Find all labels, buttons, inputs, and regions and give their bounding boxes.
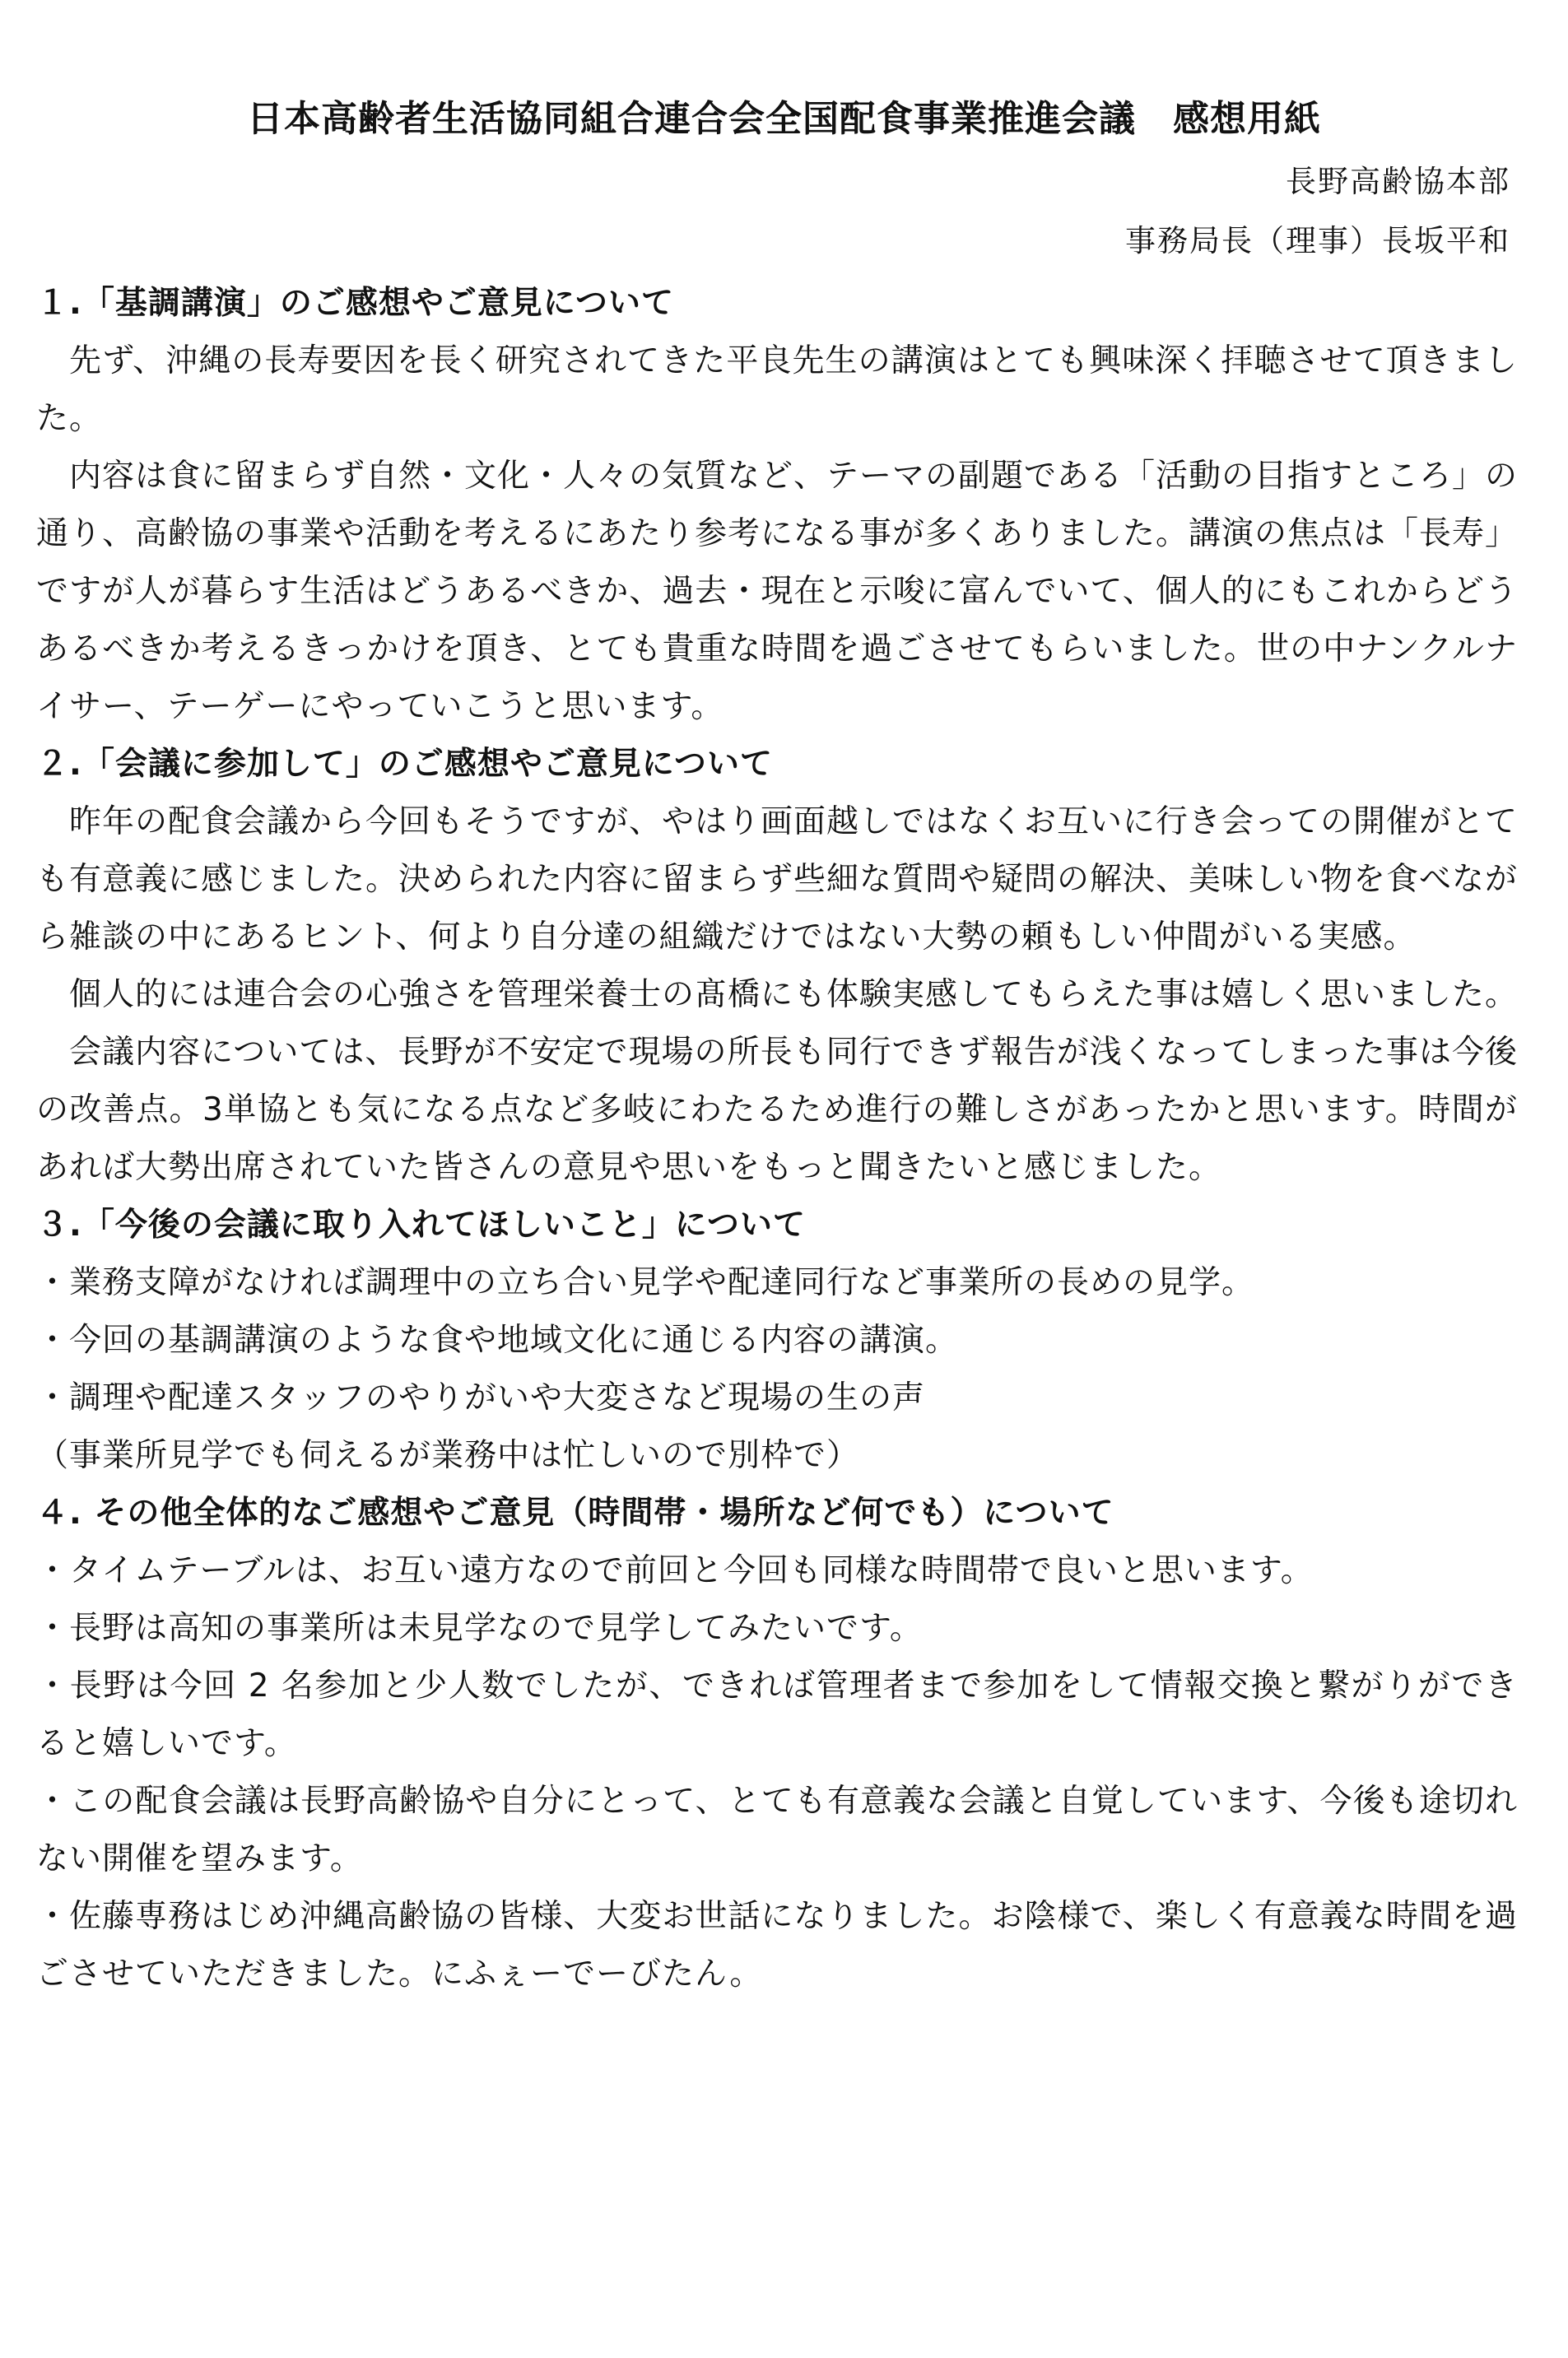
section-2-heading: ２.「会議に参加して」のご感想やご意見について: [36, 746, 774, 783]
section-3-bullet: ・業務支障がなければ調理中の立ち合い見学や配達同行など事業所の長めの見学。: [36, 1264, 1255, 1301]
section-4-bullet: ・この配食会議は長野高齢協や自分にとって、とても有意義な会議と自覚しています、今後も途切れない開催を望みます。: [36, 1783, 1518, 1877]
section-1-paragraph: 内容は食に留まらず自然・文化・人々の気質など、テーマの副題である「活動の目指すところ」の通り、高齢協の事業や活動を考えるにあたり参考になる事が多くありました。講演の焦点は「長寿」ですが人が暮らす生活はどうあるべきか、過去・現在と示唆に富んでいて、個人的にもこれからどうあるべきか考えるきっかけを頂き、とても貴重な時間を過ごさせてもらいました。世の中ナンクルナイサー、テーゲーにやっていこうと思います。: [36, 458, 1519, 725]
section-4-bullet: ・タイムテーブルは、お互い遠方なので前回と今回も同様な時間帯で良いと思います。: [36, 1552, 1314, 1589]
section-4-bullet: ・長野は今回 2 名参加と少人数でしたが、できれば管理者まで参加をして情報交換と繋がりができると嬉しいです。: [36, 1667, 1518, 1762]
document-body: [36, 275, 1518, 2003]
section-2-paragraph: 昨年の配食会議から今回もそうですが、やはり画面越しではなくお互いに行き会っての開催がとても有意義に感じました。決められた内容に留まらず些細な質問や疑問の解決、美味しい物を食べながら雑談の中にあるヒント、何より自分達の組織だけではない大勢の頼もしい仲間がいる実感。: [36, 803, 1519, 956]
author-name: 事務局長（理事）長坂平和: [1125, 223, 1510, 258]
organization-name: 長野高齢協本部: [1286, 164, 1510, 199]
section-1-heading: １.「基調講演」のご感想やご意見について: [36, 285, 675, 322]
section-3-bullet: ・調理や配達スタッフのやりがいや大変さなど現場の生の声: [36, 1379, 926, 1416]
section-3-bullet: ・今回の基調講演のような食や地域文化に通じる内容の講演。: [36, 1322, 959, 1359]
section-4-heading: ４. その他全体的なご感想やご意見（時間帯・場所など何でも）について: [36, 1495, 1114, 1532]
section-4-bullet: ・佐藤専務はじめ沖縄高齢協の皆様、大変お世話になりました。お陰様で、楽しく有意義な時間を過ごさせていただきました。にふぇーでーびたん。: [36, 1898, 1518, 1993]
section-3-heading: ３.「今後の会議に取り入れてほしいこと」について: [36, 1207, 807, 1244]
document-title: 日本高齢者生活協同組合連合会全国配食事業推進会議 感想用紙: [247, 98, 1321, 140]
section-4-bullet: ・長野は高知の事業所は未見学なので見学してみたいです。: [36, 1610, 923, 1647]
section-2-paragraph: 個人的には連合会の心強さを管理栄養士の髙橋にも体験実感してもらえた事は嬉しく思いました。: [69, 976, 1519, 1013]
section-1-paragraph: 先ず、沖縄の長寿要因を長く研究されてきた平良先生の講演はとても興味深く拝聴させて頂きました。: [36, 342, 1518, 437]
section-3-note: （事業所見学でも伺えるが業務中は忙しいので別枠で）: [36, 1437, 860, 1474]
section-2-paragraph: 会議内容については、長野が不安定で現場の所長も同行できず報告が浅くなってしまった事は今後の改善点。3単協とも気になる点など多岐にわたるため進行の難しさがあったかと思います。時間があれば大勢出席されていた皆さんの意見や思いをもっと聞きたいと感じました。: [36, 1034, 1518, 1186]
